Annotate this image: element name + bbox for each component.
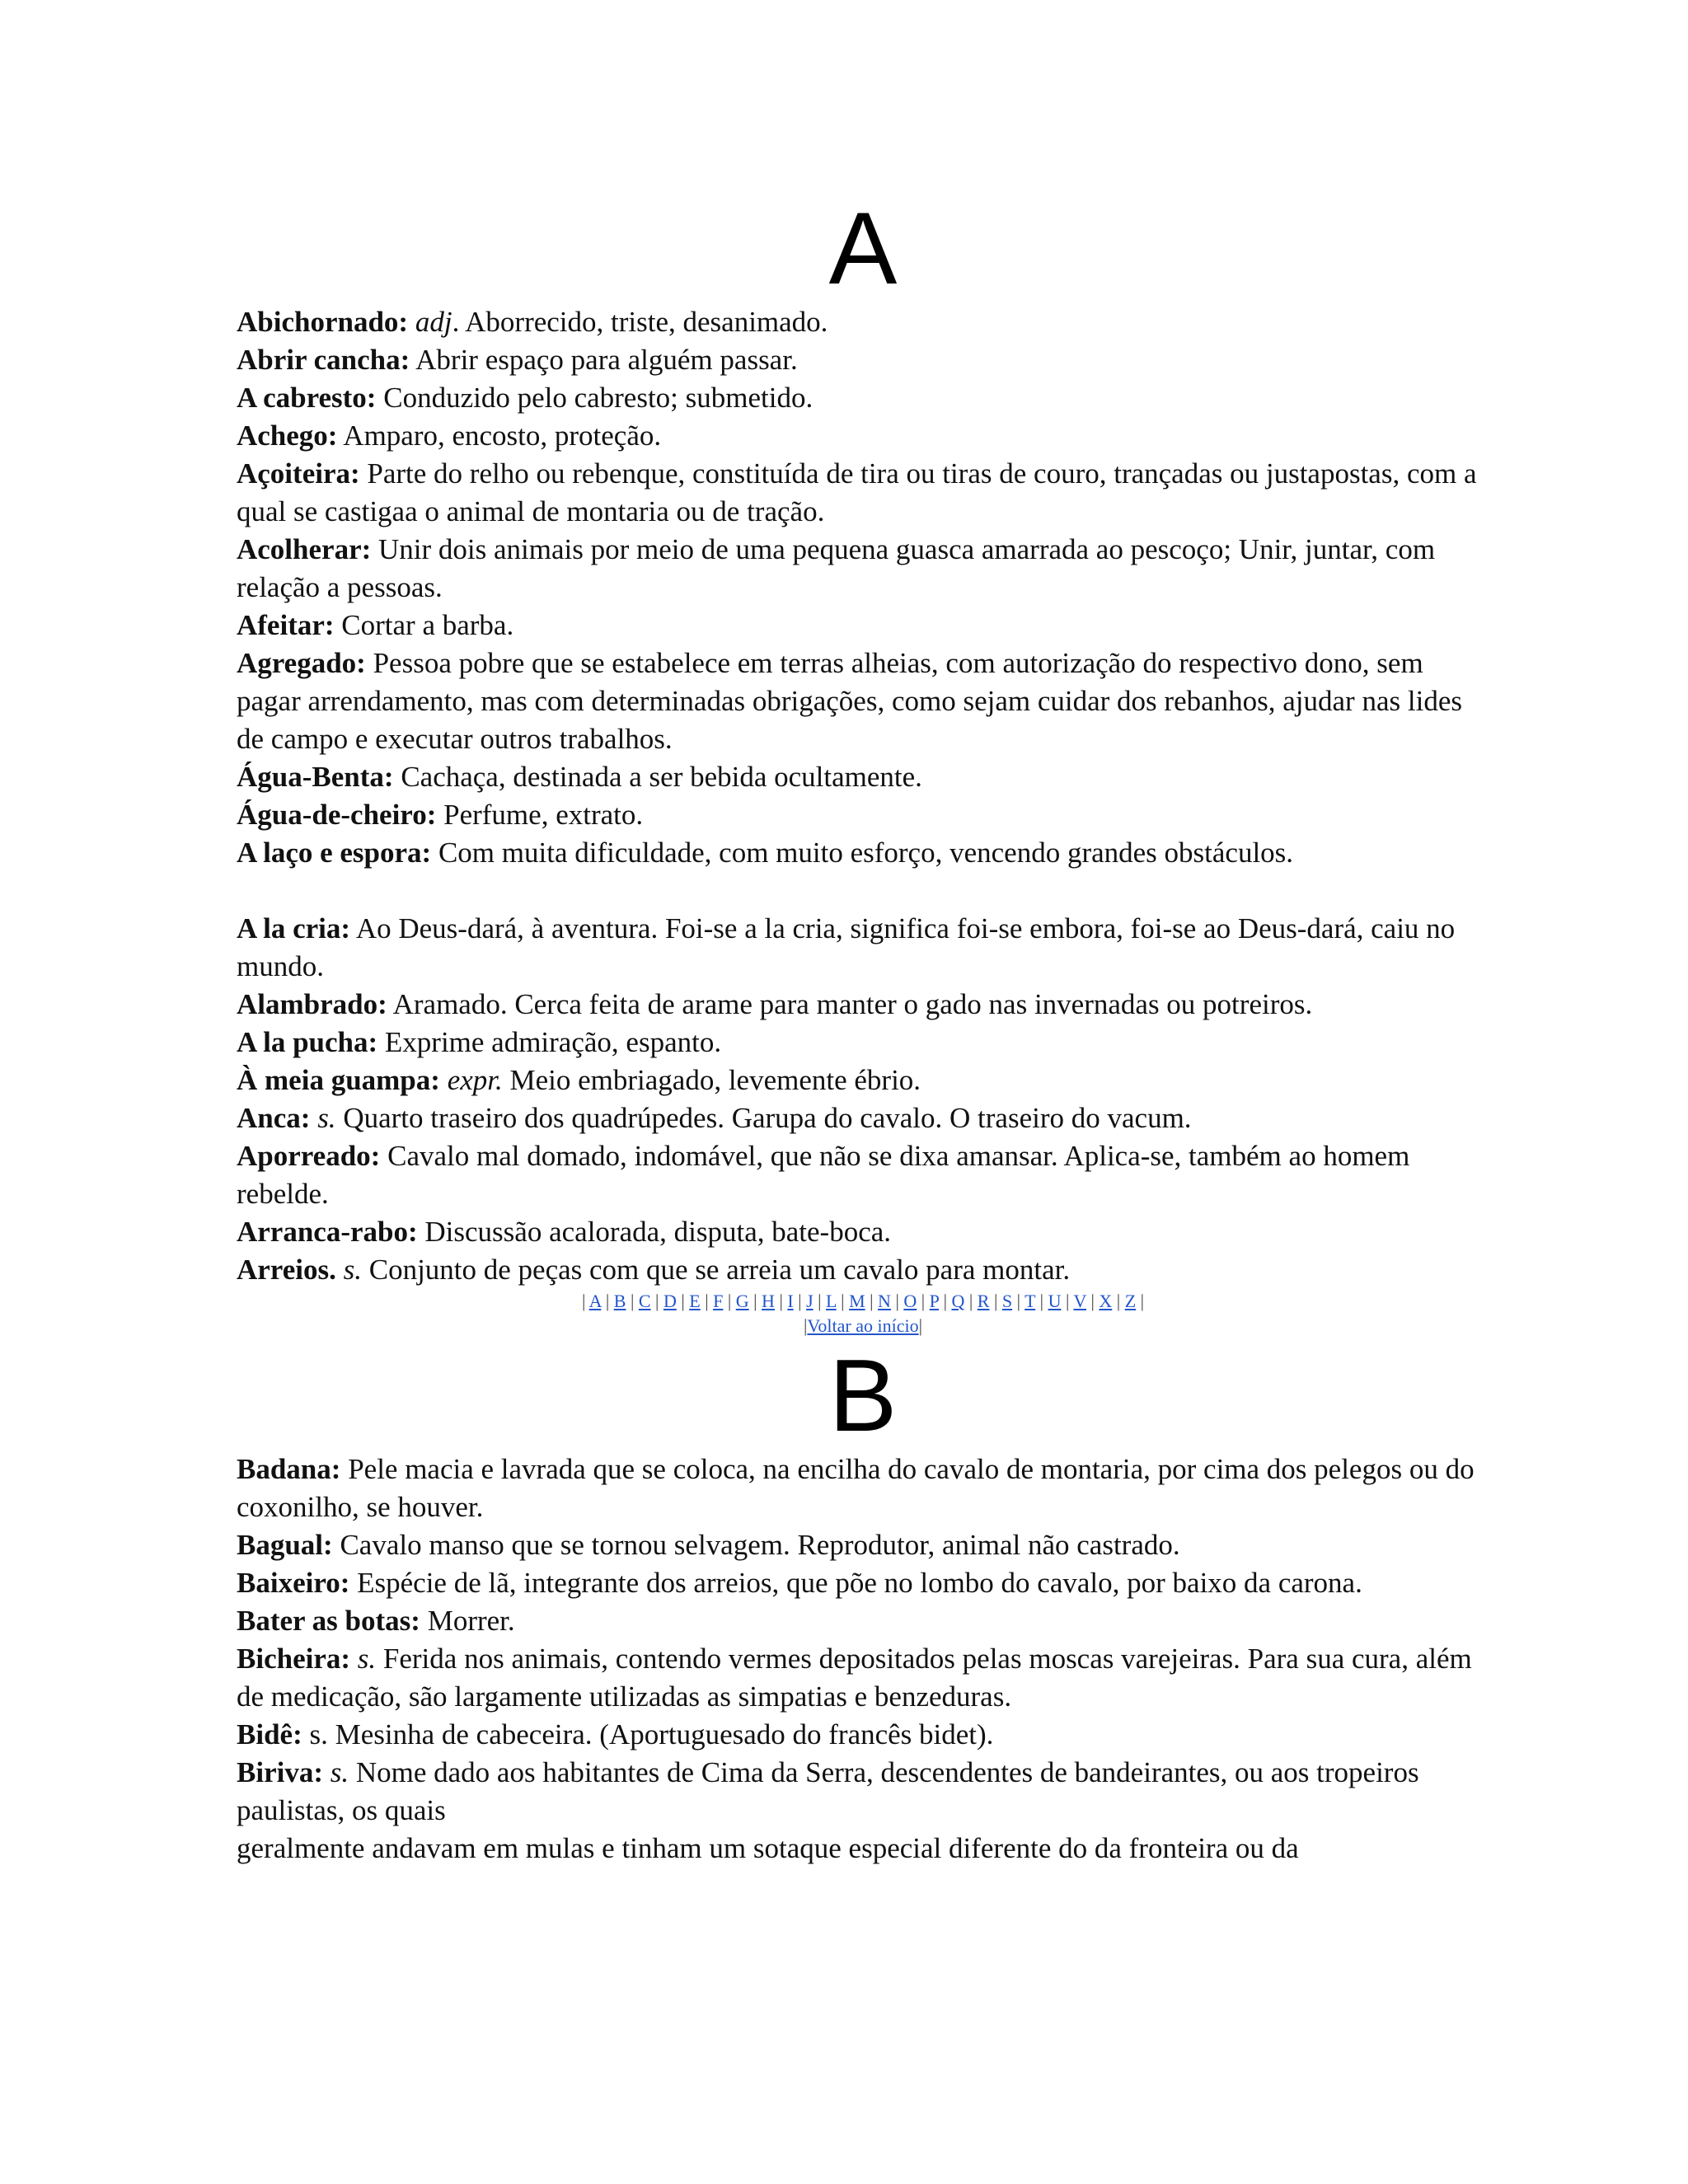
entry-definition: Parte do relho ou rebenque, constituída de tira ou tiras de couro, trançadas ou justapostas, com a qual se castigaa o animal de montaria ou de tração.: [237, 457, 1477, 527]
glossary-entry: [237, 1564, 1489, 1602]
entry-term: Baixeiro:: [237, 1567, 350, 1599]
entry-definition: Amparo, encosto, proteção.: [337, 419, 662, 452]
letter-link-p[interactable]: P: [929, 1291, 940, 1311]
nav-separator: |: [803, 1315, 808, 1336]
nav-separator: |: [1039, 1291, 1044, 1311]
glossary-content: [237, 192, 1489, 1868]
entry-term: Biriva:: [237, 1756, 323, 1788]
entry-definition: Com muita dificuldade, com muito esforço, vencendo grandes obstáculos.: [431, 837, 1294, 869]
glossary-entry: [237, 1137, 1489, 1213]
letter-link-l[interactable]: L: [826, 1291, 837, 1311]
glossary-entry: [237, 1099, 1489, 1137]
entry-term: Bater as botas:: [237, 1605, 420, 1637]
nav-separator: |: [841, 1291, 845, 1311]
glossary-entry: [237, 796, 1489, 834]
entry-definition: s. Mesinha de cabeceira. (Aportuguesado do francês bidet).: [302, 1718, 994, 1750]
glossary-entry: [237, 758, 1489, 796]
entry-term: Afeitar:: [237, 609, 335, 641]
nav-separator: |: [968, 1291, 973, 1311]
section-b-entries: [237, 1451, 1489, 1868]
glossary-entry: [237, 1602, 1489, 1640]
nav-separator: |: [993, 1291, 998, 1311]
letter-link-r[interactable]: R: [977, 1291, 990, 1311]
letter-link-t[interactable]: T: [1025, 1291, 1036, 1311]
entry-definition: Nome dado aos habitantes de Cima da Serra, descendentes de bandeirantes, ou aos tropeiros paulistas, os quais: [237, 1756, 1419, 1826]
entry-term: Badana:: [237, 1453, 341, 1485]
nav-separator: |: [705, 1291, 709, 1311]
nav-separator: |: [727, 1291, 732, 1311]
glossary-entry: [237, 1716, 1489, 1754]
nav-separator: |: [818, 1291, 822, 1311]
alphabet-navigation: [237, 1289, 1489, 1314]
nav-separator: |: [1116, 1291, 1121, 1311]
entry-term: A laço e espora:: [237, 837, 432, 869]
entry-definition: Unir dois animais por meio de uma pequena guasca amarrada ao pescoço; Unir, juntar, com relação a pessoas.: [237, 533, 1436, 603]
glossary-entry: [237, 1251, 1489, 1289]
letter-link-b[interactable]: B: [613, 1291, 626, 1311]
glossary-entry: [237, 303, 1489, 341]
glossary-entry: [237, 607, 1489, 644]
glossary-entry: [237, 455, 1489, 531]
letter-link-a[interactable]: A: [588, 1291, 602, 1311]
entry-term: Aporreado:: [237, 1140, 381, 1172]
glossary-entry: [237, 379, 1489, 417]
letter-link-v[interactable]: V: [1073, 1291, 1086, 1311]
glossary-entry: [237, 1213, 1489, 1251]
entry-term: À meia guampa:: [237, 1064, 440, 1096]
glossary-entry: [237, 341, 1489, 379]
glossary-entry: [237, 910, 1489, 986]
glossary-entry: [237, 417, 1489, 455]
entry-definition: Conjunto de peças com que se arreia um cavalo para montar.: [361, 1254, 1071, 1286]
entry-definition: Exprime admiração, espanto.: [377, 1026, 722, 1058]
nav-separator: |: [630, 1291, 635, 1311]
nav-separator: |: [779, 1291, 783, 1311]
nav-separator: |: [605, 1291, 610, 1311]
nav-separator: |: [753, 1291, 757, 1311]
entry-abbreviation: adj: [415, 306, 452, 338]
letter-link-x[interactable]: X: [1099, 1291, 1113, 1311]
back-to-top-link[interactable]: Voltar ao início: [807, 1315, 919, 1336]
nav-separator: |: [1140, 1291, 1145, 1311]
entry-abbreviation-suffix: .: [452, 306, 460, 338]
entry-term: Achego:: [237, 419, 338, 452]
nav-separator: |: [895, 1291, 899, 1311]
letter-link-z[interactable]: Z: [1124, 1291, 1137, 1311]
letter-link-i[interactable]: I: [787, 1291, 794, 1311]
letter-link-d[interactable]: D: [663, 1291, 677, 1311]
entry-definition: Aramado. Cerca feita de arame para manter o gado nas invernadas ou potreiros.: [387, 988, 1313, 1020]
entry-definition: Pele macia e lavrada que se coloca, na encilha do cavalo de montaria, por cima dos pelegos ou do coxonilho, se houver.: [237, 1453, 1475, 1523]
entry-term: Abrir cancha:: [237, 344, 410, 376]
entry-definition: Cavalo mal domado, indomável, que não se dixa amansar. Aplica-se, também ao homem rebelde.: [237, 1140, 1410, 1210]
nav-separator: |: [921, 1291, 926, 1311]
entry-definition: Aborrecido, triste, desanimado.: [459, 306, 828, 338]
nav-separator: |: [918, 1315, 923, 1336]
glossary-entry: [237, 644, 1489, 758]
glossary-entry: [237, 1024, 1489, 1062]
entry-definition: Quarto traseiro dos quadrúpedes. Garupa do cavalo. O traseiro do vacum.: [335, 1102, 1192, 1134]
entry-definition: Espécie de lã, integrante dos arreios, que põe no lombo do cavalo, por baixo da carona.: [349, 1567, 1362, 1599]
entry-term: Bagual:: [237, 1529, 333, 1561]
nav-separator: |: [943, 1291, 947, 1311]
entry-term: A la cria:: [237, 912, 351, 944]
entry-term: Acolherar:: [237, 533, 372, 565]
letter-link-j[interactable]: J: [806, 1291, 814, 1311]
section-heading-b: B: [828, 1339, 898, 1453]
entry-abbreviation: s.: [317, 1102, 336, 1134]
nav-separator: |: [1016, 1291, 1021, 1311]
entry-definition: Perfume, extrato.: [436, 799, 644, 831]
entry-definition: Ferida nos animais, contendo vermes depositados pelas moscas varejeiras. Para sua cura, além de medicação, são largamente utilizadas as simpatias e benzeduras.: [237, 1643, 1472, 1713]
letter-link-s[interactable]: S: [1001, 1291, 1013, 1311]
entry-term: Bicheira:: [237, 1643, 351, 1675]
glossary-entry: [237, 1526, 1489, 1564]
letter-link-n[interactable]: N: [878, 1291, 891, 1311]
entry-definition: Cachaça, destinada a ser bebida ocultamente.: [393, 761, 922, 793]
back-to-top-row: [237, 1314, 1489, 1338]
nav-separator: |: [870, 1291, 874, 1311]
nav-separator: |: [798, 1291, 802, 1311]
letter-link-g[interactable]: G: [735, 1291, 749, 1311]
entry-definition: geralmente andavam em mulas e tinham um sotaque especial diferente do da fronteira ou da: [237, 1832, 1299, 1864]
entry-definition: Discussão acalorada, disputa, bate-boca.: [417, 1216, 892, 1248]
section-heading-a: A: [828, 192, 898, 306]
letter-link-c[interactable]: C: [638, 1291, 651, 1311]
glossary-entry: [237, 1640, 1489, 1716]
entry-abbreviation: s.: [330, 1756, 349, 1788]
glossary-entry-continuation: [237, 1830, 1489, 1868]
entry-abbreviation: s.: [357, 1643, 377, 1675]
entry-definition: Meio embriagado, levemente ébrio.: [502, 1064, 921, 1096]
entry-term: Arreios.: [237, 1254, 336, 1286]
entry-definition: Abrir espaço para alguém passar.: [410, 344, 798, 376]
entry-abbreviation: s.: [343, 1254, 362, 1286]
entry-term: Bidê:: [237, 1718, 302, 1750]
entry-abbreviation: expr.: [447, 1064, 503, 1096]
glossary-entry: [237, 986, 1489, 1024]
nav-separator: |: [1065, 1291, 1070, 1311]
entry-term: Água-de-cheiro:: [237, 799, 437, 831]
letter-link-h[interactable]: H: [762, 1291, 775, 1311]
glossary-entry: [237, 1062, 1489, 1099]
glossary-entry: [237, 531, 1489, 607]
glossary-entry: [237, 1754, 1489, 1830]
entry-term: A la pucha:: [237, 1026, 378, 1058]
section-a-entries: [237, 303, 1489, 1289]
entry-term: Açoiteira:: [237, 457, 360, 490]
entry-term: Abichornado:: [237, 306, 409, 338]
entry-definition: Ao Deus-dará, à aventura. Foi-se a la cria, significa foi-se embora, foi-se ao Deus-dará, caiu no mundo.: [237, 912, 1456, 982]
letter-link-e[interactable]: E: [689, 1291, 701, 1311]
entry-term: Alambrado:: [237, 988, 387, 1020]
entry-definition: Conduzido pelo cabresto; submetido.: [376, 382, 814, 414]
entry-term: Água-Benta:: [237, 761, 394, 793]
nav-separator: |: [1090, 1291, 1095, 1311]
entry-definition: Cavalo manso que se tornou selvagem. Reprodutor, animal não castrado.: [332, 1529, 1180, 1561]
entry-term: Arranca-rabo:: [237, 1216, 418, 1248]
entry-term: Anca:: [237, 1102, 311, 1134]
entry-term: Agregado:: [237, 647, 366, 679]
nav-separator: |: [655, 1291, 659, 1311]
letter-link-u[interactable]: U: [1048, 1291, 1062, 1311]
glossary-entry: [237, 834, 1489, 872]
nav-separator: |: [681, 1291, 685, 1311]
letter-link-f[interactable]: F: [713, 1291, 724, 1311]
letter-link-o[interactable]: O: [903, 1291, 917, 1311]
entry-definition: Pessoa pobre que se estabelece em terras alheias, com autorização do respectivo dono, sem pagar arrendamento, mas com determinadas obrigações, como sejam cuidar dos rebanhos, ajudar nas lides de campo e executar outros trabalhos.: [237, 647, 1462, 755]
nav-separator: |: [581, 1291, 586, 1311]
entry-definition: Morrer.: [420, 1605, 515, 1637]
glossary-entry: [237, 1451, 1489, 1526]
entry-definition: Cortar a barba.: [334, 609, 514, 641]
entry-term: A cabresto:: [237, 382, 377, 414]
letter-link-q[interactable]: Q: [951, 1291, 965, 1311]
letter-link-m[interactable]: M: [849, 1291, 865, 1311]
